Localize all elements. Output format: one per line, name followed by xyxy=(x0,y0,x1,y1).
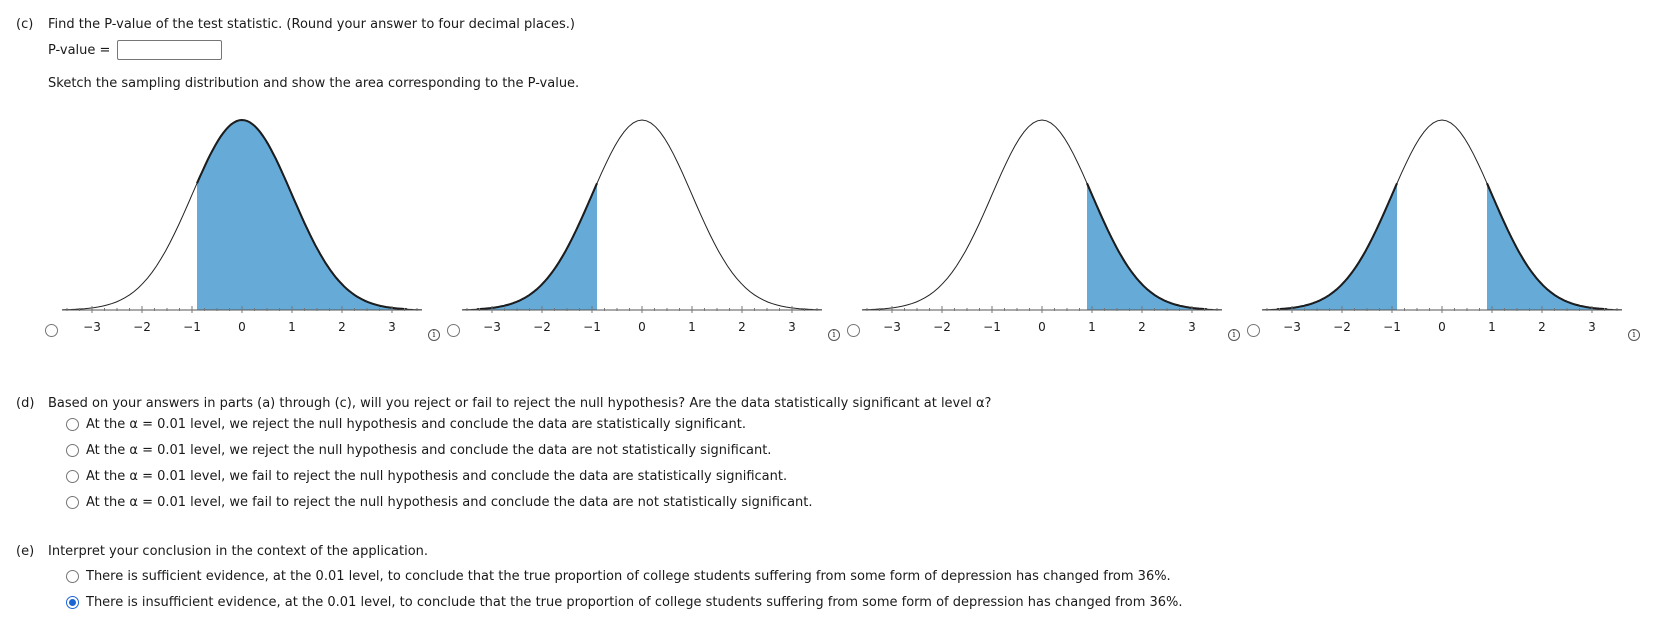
tick-label: 0 xyxy=(638,320,646,334)
pvalue-label: P-value = xyxy=(48,43,111,58)
sketch-option-2-radio[interactable] xyxy=(447,324,460,337)
part-e-option-1-text[interactable]: There is sufficient evidence, at the 0.01 level, to conclude that the true proportion of college students suffering from some form of depression has changed from 36%. xyxy=(86,569,1171,584)
tick-label: −2 xyxy=(933,320,951,334)
tick-label: 3 xyxy=(1188,320,1196,334)
tick-label: 2 xyxy=(1138,320,1146,334)
tick-label: −2 xyxy=(133,320,151,334)
tick-label: −1 xyxy=(583,320,601,334)
tick-label: 3 xyxy=(788,320,796,334)
part-e-option-2-text[interactable]: There is insufficient evidence, at the 0.01 level, to conclude that the true proportion of college students suffering from some form of depression has changed from 36%. xyxy=(86,595,1183,610)
normal-curve xyxy=(862,120,1222,310)
sketch-option-4-radio[interactable] xyxy=(1247,324,1260,337)
shaded-area-1 xyxy=(477,183,597,310)
sketch-option-3-radio[interactable] xyxy=(847,324,860,337)
normal-curve xyxy=(1262,120,1622,310)
tick-label: 2 xyxy=(338,320,346,334)
part-e-option-2-radio[interactable] xyxy=(66,596,79,609)
tick-label: −2 xyxy=(1333,320,1351,334)
part-d-question: Based on your answers in parts (a) through (c), will you reject or fail to reject the null hypothesis? Are the data statistically significant at level α? xyxy=(48,396,992,411)
info-icon[interactable]: i xyxy=(828,329,840,341)
sketch-option-4-graph[interactable] xyxy=(1262,0,1622,340)
shaded-area-2 xyxy=(1487,183,1607,310)
part-c-label: (c) xyxy=(16,17,34,32)
part-d-option-2-text[interactable]: At the α = 0.01 level, we reject the null hypothesis and conclude the data are not statistically significant. xyxy=(86,443,772,458)
part-d-option-3-radio[interactable] xyxy=(66,470,79,483)
tick-label: 1 xyxy=(688,320,696,334)
info-icon[interactable]: i xyxy=(428,329,440,341)
info-icon[interactable]: i xyxy=(1228,329,1240,341)
shaded-area-1 xyxy=(197,120,407,310)
sketch-option-2-graph[interactable] xyxy=(462,0,822,340)
tick-label: −3 xyxy=(883,320,901,334)
tick-label: −2 xyxy=(533,320,551,334)
part-e-label: (e) xyxy=(16,544,35,559)
shaded-area-1 xyxy=(1087,183,1207,310)
sketch-option-1-graph[interactable] xyxy=(62,0,422,340)
tick-label: 0 xyxy=(1438,320,1446,334)
part-c-question: Find the P-value of the test statistic. (Round your answer to four decimal places.) xyxy=(48,17,575,32)
info-icon[interactable]: i xyxy=(1628,329,1640,341)
sketch-prompt: Sketch the sampling distribution and show the area corresponding to the P-value. xyxy=(48,76,580,91)
tick-label: 0 xyxy=(1038,320,1046,334)
part-d-option-2-radio[interactable] xyxy=(66,444,79,457)
tick-label: −3 xyxy=(83,320,101,334)
tick-label: 3 xyxy=(1588,320,1596,334)
part-d-option-4-text[interactable]: At the α = 0.01 level, we fail to reject the null hypothesis and conclude the data are not statistically significant. xyxy=(86,495,813,510)
sketch-option-3-graph[interactable] xyxy=(862,0,1222,340)
tick-label: 1 xyxy=(1088,320,1096,334)
tick-label: 0 xyxy=(238,320,246,334)
part-d-label: (d) xyxy=(16,396,35,411)
tick-label: −1 xyxy=(1383,320,1401,334)
part-e-question: Interpret your conclusion in the context of the application. xyxy=(48,544,429,559)
tick-label: 1 xyxy=(288,320,296,334)
normal-curve xyxy=(462,120,822,310)
tick-label: −3 xyxy=(483,320,501,334)
part-d-option-1-radio[interactable] xyxy=(66,418,79,431)
sketch-option-1-radio[interactable] xyxy=(45,324,58,337)
tick-label: −1 xyxy=(183,320,201,334)
tick-label: −3 xyxy=(1283,320,1301,334)
part-e-option-1-radio[interactable] xyxy=(66,570,79,583)
part-d-option-1-text[interactable]: At the α = 0.01 level, we reject the null hypothesis and conclude the data are statistically significant. xyxy=(86,417,747,432)
tick-label: 1 xyxy=(1488,320,1496,334)
tick-label: 3 xyxy=(388,320,396,334)
part-d-option-4-radio[interactable] xyxy=(66,496,79,509)
tick-label: 2 xyxy=(738,320,746,334)
part-d-option-3-text[interactable]: At the α = 0.01 level, we fail to reject the null hypothesis and conclude the data are statistically significant. xyxy=(86,469,788,484)
tick-label: 2 xyxy=(1538,320,1546,334)
tick-label: −1 xyxy=(983,320,1001,334)
shaded-area-1 xyxy=(1277,183,1397,310)
